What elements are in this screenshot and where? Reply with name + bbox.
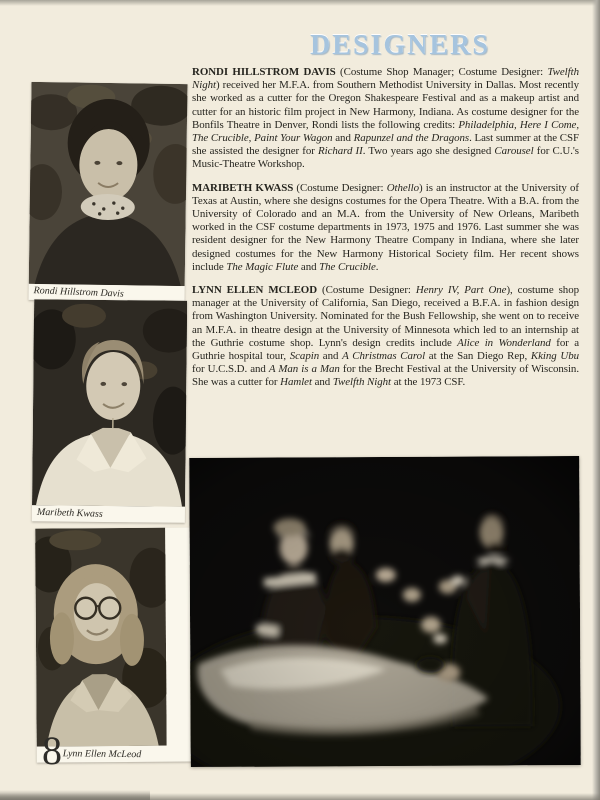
text-segment: (Costume Designer:: [322, 284, 416, 297]
text-segment: Scapin: [289, 350, 320, 363]
text-segment: (Costume Designer:: [296, 181, 387, 194]
text-segment: Kking Ubu: [530, 350, 579, 363]
text-segment: ), costume shop manager at the University of California, San Diego, received a B.F.A. in fashion design from Washington University. Nominated for the Bush Fellowship, she went on to receive an M.F.A. in theatre design at the University of Minnesota which led to an internship at the Guthrie costume shop. Lynn's design credits include: [192, 284, 579, 349]
text-segment: LYNN ELLEN MCLEOD: [192, 284, 323, 297]
scan-edge-bottom: [0, 793, 600, 800]
text-segment: A Christmas Carol: [342, 350, 426, 363]
text-segment: Twelfth Night: [192, 66, 579, 92]
photo-caption-maribeth: Maribeth Kwass: [36, 506, 103, 520]
portrait-image-rondi: [29, 82, 188, 286]
text-segment: Othello: [386, 181, 420, 194]
text-segment: Henry IV, Part One: [415, 284, 507, 297]
production-photo: [189, 456, 581, 767]
text-segment: Rapunzel and the Dragons: [353, 132, 470, 145]
text-segment: for the Brecht Festival at the University of Wisconsin. She was a cutter for: [192, 363, 579, 389]
text-segment: RONDI HILLSTROM DAVIS: [192, 66, 341, 78]
text-segment: MARIBETH KWASS: [192, 181, 297, 194]
portrait-photo-rondi: [28, 82, 187, 302]
text-segment: The Magic Flute: [226, 260, 299, 273]
text-segment: and: [332, 132, 354, 145]
text-segment: at the San Diego Rep,: [425, 350, 531, 363]
text-segment: . Last summer at the CSF she assisted the designer for: [192, 132, 579, 158]
text-segment: at the 1973 CSF.: [391, 376, 466, 389]
page-number: 8: [42, 728, 62, 773]
bio-paragraph-maribeth: [192, 182, 579, 274]
text-segment: Twelfth Night: [332, 376, 392, 389]
text-segment: Richard II: [318, 145, 363, 158]
text-segment: Carousel: [494, 145, 534, 158]
text-segment: Philadelphia, Here I Come, The Crucible, Paint Your Wagon: [192, 118, 579, 145]
text-segment: for C.U.'s Music-Theatre Workshop.: [192, 145, 579, 171]
text-segment: ) received her M.F.A. from Southern Methodist University in Dallas. Most recently she worked as a cutter for the Oregon Shakespeare Festival and as a makeup artist and cutter for an historic film project in New Harmony, Indiana. As costume designer for the Bonfils Theatre in Denver, Rondi lists the following credits:: [192, 79, 579, 131]
bio-paragraph-lynn: [192, 284, 579, 390]
portrait-image-lynn: [35, 528, 167, 747]
scan-edge-top: [0, 0, 600, 6]
text-segment: ) is an instructor at the University of Texas at Austin, where she designs costumes for the Opera Theatre. With a B.A. from the University of Colorado and an M.A. from the University of New Orleans, Maribeth worked in the CSF costume departments in 1973, 1975 and 1976. Last summer she was resident designer for the New Harmony Theatre Company in Indiana, where she later designed costumes for the New Harmony Historical Society film. Her recent shows include: [192, 181, 580, 273]
bio-text-column: [192, 66, 579, 390]
text-segment: .: [375, 260, 379, 273]
text-segment: Alice in Wonderland: [457, 336, 551, 349]
scan-edge-right: [592, 0, 600, 800]
text-segment: The Crucible: [319, 260, 376, 273]
text-segment: and: [319, 350, 343, 363]
text-segment: and: [311, 376, 333, 389]
text-segment: A Man is a Man: [268, 363, 340, 376]
text-segment: and: [298, 260, 320, 273]
text-segment: . Two years ago she designed: [362, 145, 495, 158]
portrait-image-maribeth: [32, 299, 187, 507]
text-segment: (Costume Shop Manager; Costume Designer:: [340, 66, 548, 78]
text-segment: for a Guthrie hospital tour,: [192, 336, 580, 363]
text-segment: Hamlet: [280, 376, 312, 389]
portrait-photo-maribeth: [32, 299, 187, 523]
bio-paragraph-rondi: [192, 66, 579, 172]
page-title: DESIGNERS: [310, 30, 490, 61]
production-scene-image: [189, 456, 581, 767]
photo-caption-lynn: Lynn Ellen McLeod: [62, 748, 142, 761]
photo-caption-rondi: Rondi Hillstrom Davis: [33, 285, 124, 300]
text-segment: for U.C.S.D. and: [192, 363, 269, 376]
